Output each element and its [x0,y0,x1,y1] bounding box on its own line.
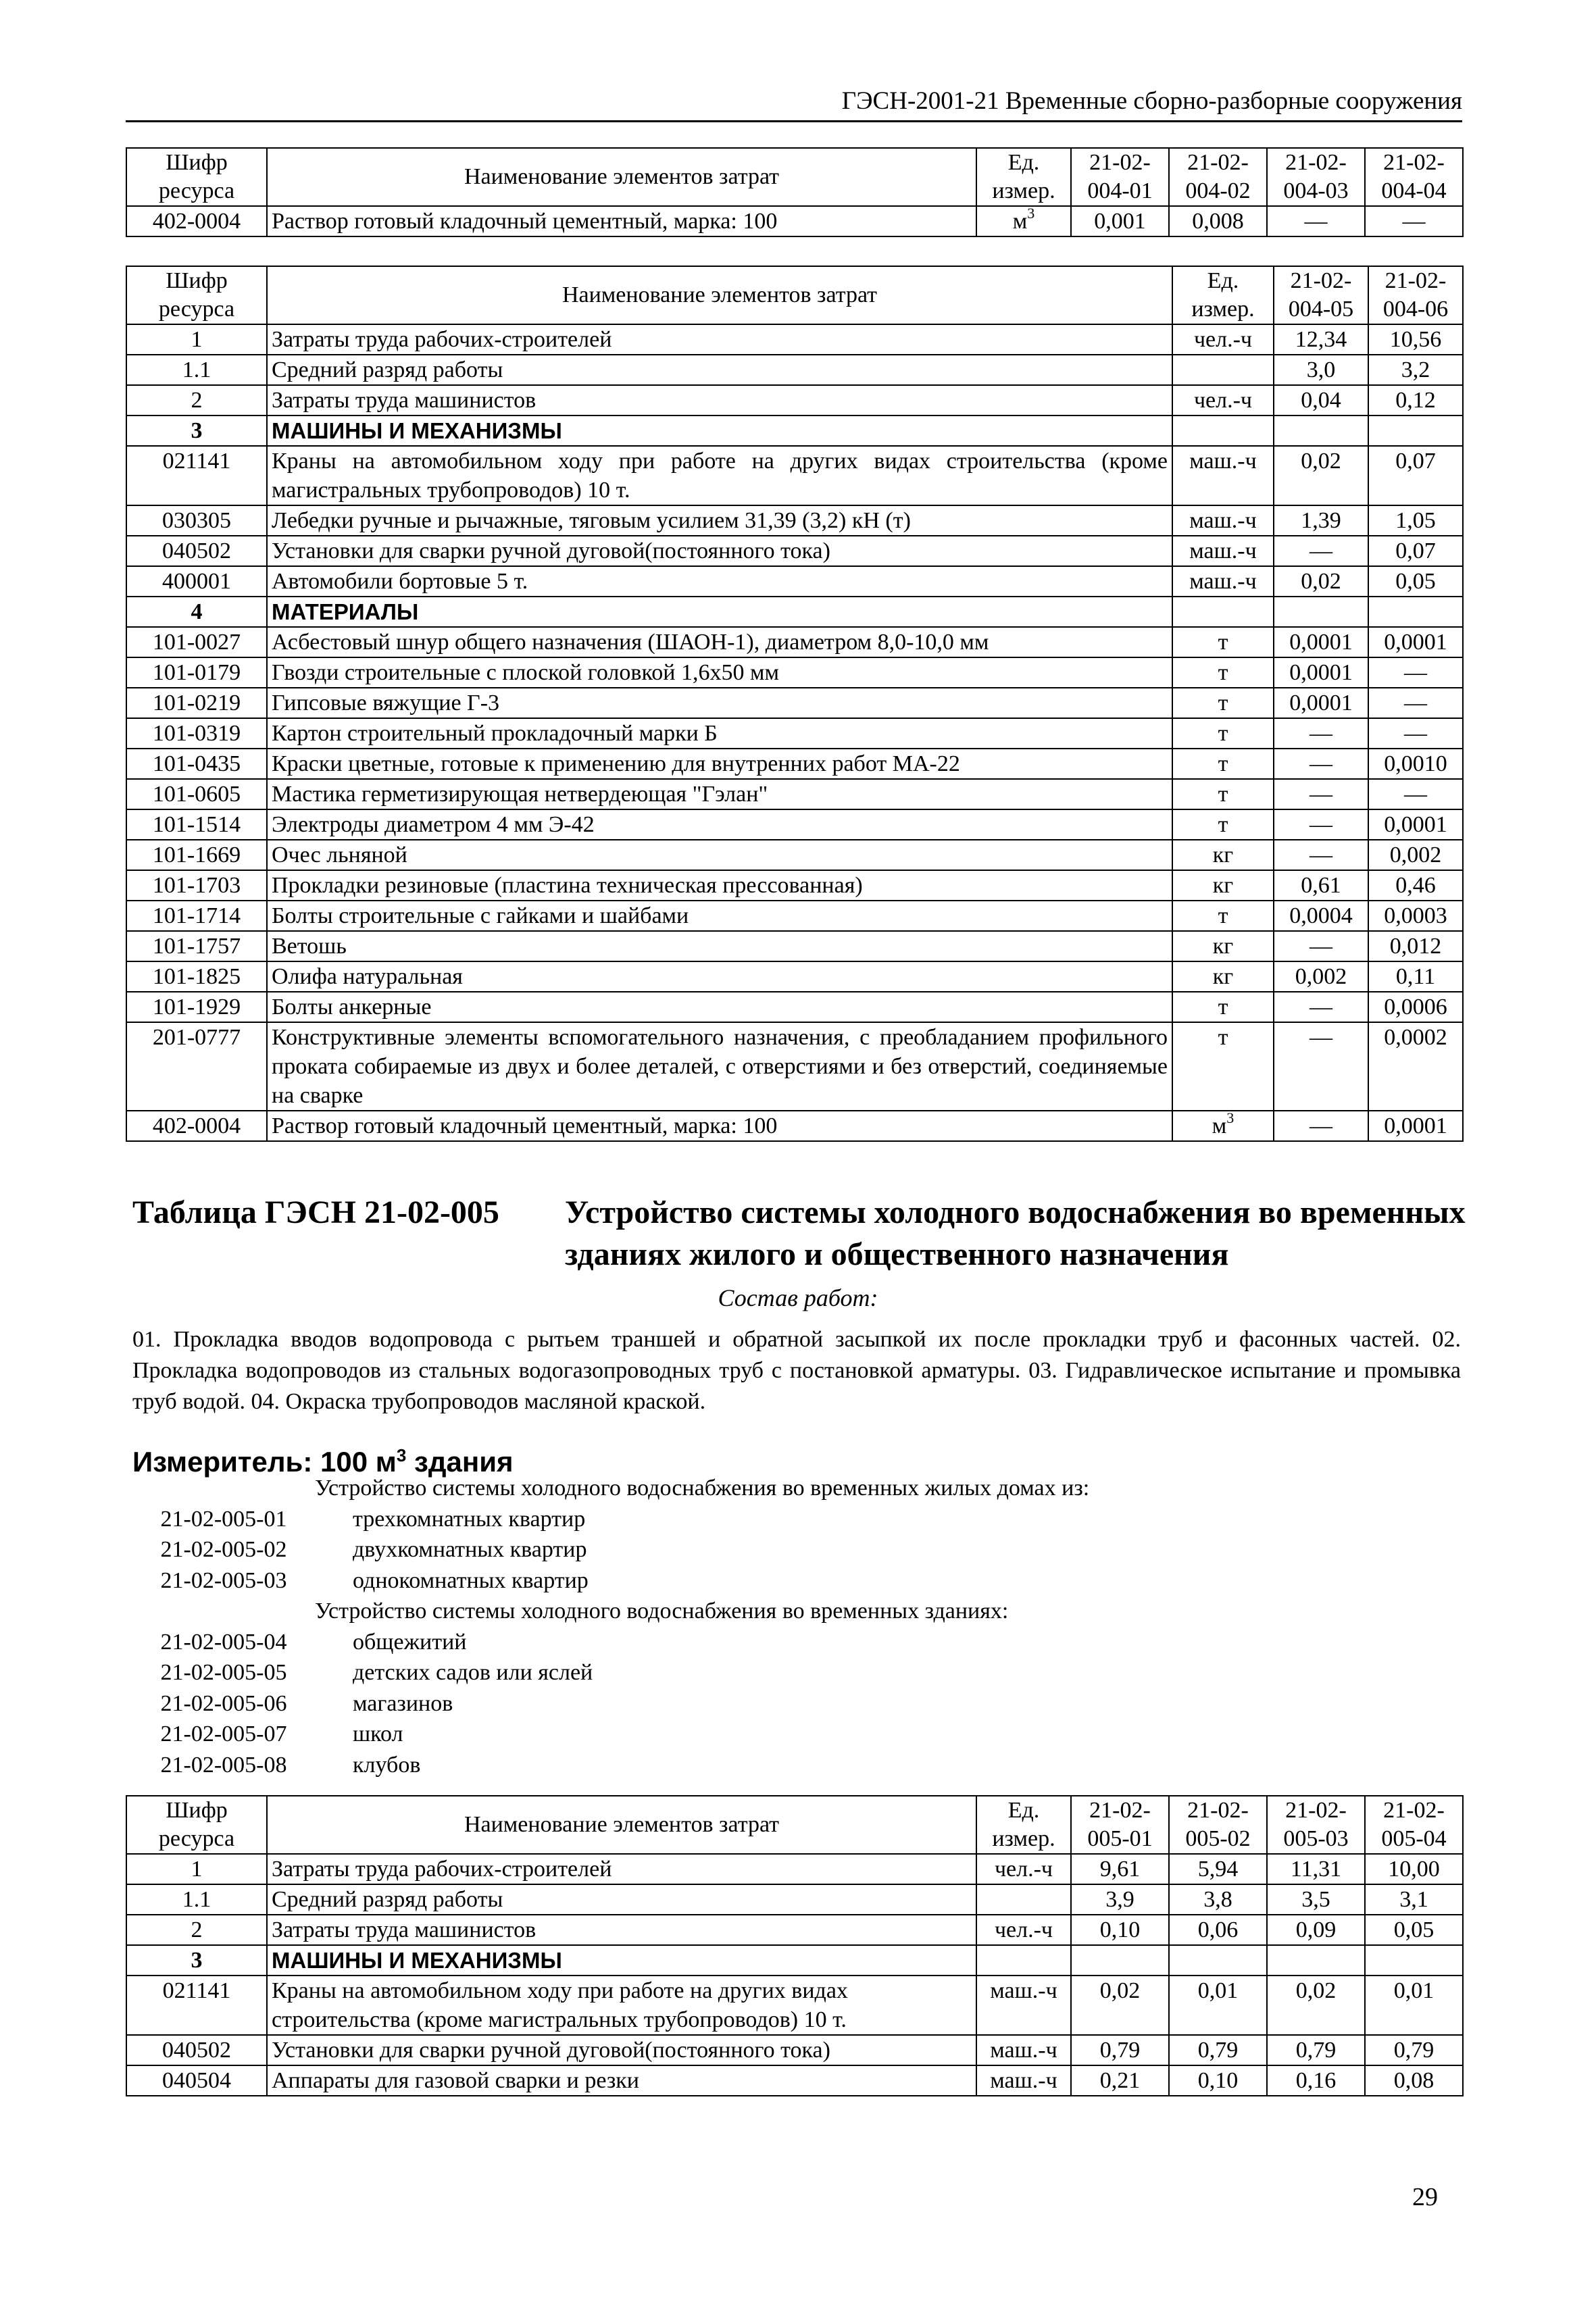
cell-name: Автомобили бортовые 5 т. [267,566,1172,597]
cell-value: 1,05 [1368,505,1463,536]
cell-value: 0,10 [1169,2065,1267,2096]
cell-name: Картон строительный прокладочный марки Б [267,718,1172,749]
cell-code: 040504 [126,2065,267,2096]
cell-value: 10,00 [1365,1854,1463,1884]
header-col-2: 21-02- 005-02 [1169,1796,1267,1854]
cell-value: 0,0006 [1368,992,1463,1022]
table-row [126,779,1463,809]
cell-value: — [1365,206,1463,236]
cell-value: 3,9 [1071,1884,1169,1915]
cell-value: — [1274,779,1368,809]
cell-name: Раствор готовый кладочный цементный, марка: 100 [267,206,976,236]
cell-value: 0,21 [1071,2065,1169,2096]
list-item [132,1534,1461,1565]
cell-value: 0,0001 [1368,1111,1463,1141]
cell-code: 400001 [126,566,267,597]
cell-code: 3 [126,416,267,446]
table-title-label: Таблица ГЭСН 21-02-005 [132,1194,499,1230]
items-header-2: Устройство системы холодного водоснабжения во временных зданиях: [315,1599,1009,1624]
cell-code: 3 [126,1945,267,1976]
cell-unit: т [1172,688,1274,718]
cell-name: Очес льняной [267,840,1172,870]
table-row [126,627,1463,657]
cell-value: — [1274,718,1368,749]
cell-value: — [1368,718,1463,749]
cell-value: 0,02 [1071,1976,1169,2035]
item-code: 21-02-005-07 [160,1721,287,1746]
cell-name: Мастика герметизирующая нетвердеющая "Гэлан" [267,779,1172,809]
cell-name: Аппараты для газовой сварки и резки [267,2065,976,2096]
list-item [132,1627,1461,1658]
cell-value: 10,56 [1368,324,1463,355]
cell-value: 0,07 [1368,446,1463,505]
table-row [126,961,1463,992]
cell-unit: т [1172,992,1274,1022]
cell-code: 101-0319 [126,718,267,749]
cell-name: Установки для сварки ручной дуговой(постоянного тока) [267,2035,976,2065]
cell-value: 0,0002 [1368,1022,1463,1111]
item-code: 21-02-005-03 [160,1567,287,1593]
table-row [126,1976,1463,2035]
table-row [126,355,1463,385]
cell-unit: кг [1172,840,1274,870]
items-header-1: Устройство системы холодного водоснабжения во временных жилых домах из: [315,1476,1090,1501]
cell-value [1267,1945,1365,1976]
cell-name: Асбестовый шнур общего назначения (ШАОН-1), диаметром 8,0-10,0 мм [267,627,1172,657]
cell-code: 040502 [126,2035,267,2065]
cell-value: 0,79 [1267,2035,1365,2065]
unit-sup: 3 [1226,1109,1235,1126]
cell-name: Болты анкерные [267,992,1172,1022]
cell-unit: кг [1172,931,1274,961]
cell-value: 0,16 [1267,2065,1365,2096]
cell-unit: маш.-ч [1172,505,1274,536]
table-row [126,1915,1463,1945]
meter-prefix: Измеритель: 100 м [132,1446,397,1478]
table-row [126,505,1463,536]
cell-value: 0,0010 [1368,749,1463,779]
resource-table-004-01-04 [126,147,1464,237]
cell-unit: т [1172,1022,1274,1111]
item-text: трехкомнатных квартир [353,1506,586,1532]
cell-unit: маш.-ч [976,2065,1071,2096]
cell-value: — [1274,840,1368,870]
header-col-1: 21-02- 004-05 [1274,266,1368,324]
cell-name: Средний разряд работы [267,355,1172,385]
cell-value [1274,597,1368,627]
cell-value: 0,79 [1071,2035,1169,2065]
resource-table-004-05-06 [126,266,1464,1142]
cell-value: 0,09 [1267,1915,1365,1945]
cell-value: — [1274,992,1368,1022]
table-body [126,324,1463,1141]
item-text: однокомнатных квартир [353,1567,589,1593]
cell-value: 11,31 [1267,1854,1365,1884]
cell-unit: маш.-ч [1172,446,1274,505]
cell-value: 3,5 [1267,1884,1365,1915]
work-composition-label: Состав работ: [718,1284,878,1311]
cell-value: 0,11 [1368,961,1463,992]
cell-unit: $м^3$ [1172,1111,1274,1141]
table-row [126,206,1463,236]
header-col-1: 21-02- 005-01 [1071,1796,1169,1854]
cell-name: Электроды диаметром 4 мм Э-42 [267,809,1172,840]
table-row [126,1854,1463,1884]
cell-unit: кг [1172,870,1274,901]
item-code: 21-02-005-02 [160,1537,287,1562]
cell-value: 0,01 [1169,1976,1267,2035]
cell-value [1274,416,1368,446]
item-text: клубов [353,1752,421,1778]
list-item [132,1750,1461,1781]
table-row [126,931,1463,961]
cell-value: — [1274,749,1368,779]
cell-name: Затраты труда рабочих-строителей [267,1854,976,1884]
cell-value: 0,08 [1365,2065,1463,2096]
header-code: Шифр ресурса [126,148,267,206]
cell-value: — [1274,1022,1368,1111]
cell-value: 0,07 [1368,536,1463,566]
cell-unit: $м^3$ [976,206,1071,236]
cell-name: Гипсовые вяжущие Г-3 [267,688,1172,718]
cell-value: 3,1 [1365,1884,1463,1915]
meter-sup: 3 [396,1445,407,1465]
running-head: ГЭСН-2001-21 Временные сборно-разборные сооружения [126,85,1462,122]
cell-value: 1,39 [1274,505,1368,536]
cell-code: 021141 [126,1976,267,2035]
cell-value: 0,61 [1274,870,1368,901]
cell-unit [1172,416,1274,446]
cell-name: Установки для сварки ручной дуговой(постоянного тока) [267,536,1172,566]
cell-code: 4 [126,597,267,627]
cell-value: 12,34 [1274,324,1368,355]
cell-name: Затраты труда машинистов [267,1915,976,1945]
table-title-text: Устройство системы холодного водоснабжения во временных зданиях жилого и общественного назначения [565,1194,1466,1272]
meter-suffix: здания [406,1446,514,1478]
cell-unit: т [1172,627,1274,657]
cell-unit: маш.-ч [976,1976,1071,2035]
table-row [126,2065,1463,2096]
cell-value: 0,0001 [1274,657,1368,688]
cell-unit: т [1172,718,1274,749]
cell-code: 2 [126,1915,267,1945]
cell-value: 3,8 [1169,1884,1267,1915]
cell-value: 0,02 [1267,1976,1365,2035]
cell-code: 1.1 [126,355,267,385]
table-header [126,266,1463,324]
cell-unit [1172,355,1274,385]
cell-value: 0,12 [1368,385,1463,416]
cell-value [1365,1945,1463,1976]
resource-table-005-01-04 [126,1795,1464,2096]
cell-code: 1.1 [126,1884,267,1915]
header-col-3: 21-02- 004-03 [1267,148,1365,206]
cell-unit [976,1945,1071,1976]
cell-name: Средний разряд работы [267,1884,976,1915]
header-unit: Ед. измер. [1172,266,1274,324]
cell-unit: кг [1172,961,1274,992]
cell-value: 0,02 [1274,566,1368,597]
cell-name: МАШИНЫ И МЕХАНИЗМЫ [267,1945,976,1976]
cell-value [1368,416,1463,446]
cell-unit: т [1172,809,1274,840]
section-row [126,597,1463,627]
header-unit: Ед. измер. [976,148,1071,206]
cell-name: Краны на автомобильном ходу при работе на других видах строительства (кроме магистральных трубопроводов) 10 т. [267,446,1172,505]
cell-name: Прокладки резиновые (пластина техническая прессованная) [267,870,1172,901]
header-row [126,266,1463,324]
table-row [126,870,1463,901]
header-col-2: 21-02- 004-02 [1169,148,1267,206]
cell-value: — [1368,657,1463,688]
list-item [132,1565,1461,1596]
item-text: магазинов [353,1690,453,1716]
header-row [126,1796,1463,1854]
header-code: Шифр ресурса [126,1796,267,1854]
header-col-1: 21-02- 004-01 [1071,148,1169,206]
header-name: Наименование элементов затрат [267,266,1172,324]
cell-name: Раствор готовый кладочный цементный, марка: 100 [267,1111,1172,1141]
table-row [126,657,1463,688]
cell-code: 101-1669 [126,840,267,870]
cell-name: Затраты труда машинистов [267,385,1172,416]
cell-value: 0,10 [1071,1915,1169,1945]
cell-name: Лебедки ручные и рычажные, тяговым усилием 31,39 (3,2) кН (т) [267,505,1172,536]
cell-unit: маш.-ч [1172,536,1274,566]
cell-value: — [1368,688,1463,718]
header-code: Шифр ресурса [126,266,267,324]
items-group-1 [132,1504,1461,1596]
cell-code: 201-0777 [126,1022,267,1111]
table-body [126,1854,1463,2096]
cell-value: 9,61 [1071,1854,1169,1884]
item-text: детских садов или яслей [353,1660,593,1685]
cell-code: 402-0004 [126,1111,267,1141]
table-body [126,206,1463,236]
table-row [126,566,1463,597]
cell-value: 0,002 [1368,840,1463,870]
header-col-4: 21-02- 004-04 [1365,148,1463,206]
cell-value: — [1368,779,1463,809]
cell-value: 3,0 [1274,355,1368,385]
cell-name: Краны на автомобильном ходу при работе на других видах строительства (кроме магистральных трубопроводов) 10 т. [267,1976,976,2035]
table-row [126,324,1463,355]
cell-value: 0,46 [1368,870,1463,901]
cell-unit: маш.-ч [1172,566,1274,597]
header-name: Наименование элементов затрат [267,1796,976,1854]
cell-value: 0,0004 [1274,901,1368,931]
cell-code: 101-1703 [126,870,267,901]
cell-value: — [1274,1111,1368,1141]
cell-unit [976,1884,1071,1915]
cell-value [1169,1945,1267,1976]
item-text: двухкомнатных квартир [353,1537,587,1562]
cell-value: 5,94 [1169,1854,1267,1884]
table-row [126,1111,1463,1141]
cell-value: 0,05 [1368,566,1463,597]
cell-code: 101-1825 [126,961,267,992]
cell-name: Ветошь [267,931,1172,961]
cell-value: 0,0001 [1274,627,1368,657]
cell-name: МАШИНЫ И МЕХАНИЗМЫ [267,416,1172,446]
cell-value: 0,06 [1169,1915,1267,1945]
cell-unit: т [1172,657,1274,688]
cell-code: 101-0435 [126,749,267,779]
cell-name: Гвозди строительные с плоской головкой 1,6x50 мм [267,657,1172,688]
cell-name: Болты строительные с гайками и шайбами [267,901,1172,931]
table-header [126,148,1463,206]
cell-value [1071,1945,1169,1976]
cell-value: — [1267,206,1365,236]
table-row [126,809,1463,840]
header-col-4: 21-02- 005-04 [1365,1796,1463,1854]
table-row [126,446,1463,505]
cell-code: 040502 [126,536,267,566]
cell-value: 0,0001 [1368,809,1463,840]
cell-code: 101-0219 [126,688,267,718]
item-code: 21-02-005-01 [160,1506,287,1532]
list-item [132,1504,1461,1535]
cell-name: Конструктивные элементы вспомогательного назначения, с преобладанием профильного проката собираемые из двух и более деталей, с отверстиями и без отверстий, соединяемые на сварке [267,1022,1172,1111]
header-col-3: 21-02- 005-03 [1267,1796,1365,1854]
cell-value: — [1274,536,1368,566]
table-row [126,992,1463,1022]
cell-unit: т [1172,749,1274,779]
item-text: школ [353,1721,403,1746]
cell-value: 0,008 [1169,206,1267,236]
cell-value: 3,2 [1368,355,1463,385]
cell-code: 101-0027 [126,627,267,657]
work-composition-text: 01. Прокладка вводов водопровода с рытьем траншей и обратной засыпкой их после прокладки труб и фасонных частей. 02. Прокладка водопроводов из стальных водогазопроводных труб с постановкой арматуры. 03. Гидравлическое испытание и промывка труб водой. 04. Окраска трубопроводов масляной краской. [132,1327,1461,1414]
list-item [132,1657,1461,1688]
cell-code: 101-1514 [126,809,267,840]
table-row [126,718,1463,749]
table-row [126,688,1463,718]
cell-name: Олифа натуральная [267,961,1172,992]
cell-name: МАТЕРИАЛЫ [267,597,1172,627]
cell-value: 0,79 [1365,2035,1463,2065]
norm-items-list [132,1473,1461,1780]
cell-value: 0,04 [1274,385,1368,416]
cell-value: 0,001 [1071,206,1169,236]
items-group-2 [132,1627,1461,1781]
cell-unit: т [1172,901,1274,931]
cell-code: 030305 [126,505,267,536]
page-number: 29 [1412,2183,1438,2211]
cell-value [1368,597,1463,627]
cell-code: 021141 [126,446,267,505]
table-row [126,901,1463,931]
list-item [132,1688,1461,1719]
cell-value: 0,0001 [1368,627,1463,657]
cell-value: 0,0001 [1274,688,1368,718]
cell-code: 101-0605 [126,779,267,809]
cell-value: — [1274,809,1368,840]
item-code: 21-02-005-08 [160,1752,287,1778]
cell-unit: маш.-ч [976,2035,1071,2065]
cell-value: 0,0003 [1368,901,1463,931]
header-name: Наименование элементов затрат [267,148,976,206]
cell-unit: чел.-ч [1172,385,1274,416]
table-row [126,385,1463,416]
table-row [126,840,1463,870]
table-row [126,536,1463,566]
list-item [132,1719,1461,1750]
cell-value: 0,012 [1368,931,1463,961]
cell-code: 101-1757 [126,931,267,961]
cell-name: Краски цветные, готовые к применению для внутренних работ МА-22 [267,749,1172,779]
header-unit: Ед. измер. [976,1796,1071,1854]
cell-unit [1172,597,1274,627]
cell-unit: чел.-ч [1172,324,1274,355]
unit-sup: 3 [1027,205,1035,222]
item-code: 21-02-005-05 [160,1660,287,1685]
table-row [126,2035,1463,2065]
cell-value: 0,79 [1169,2035,1267,2065]
cell-value: — [1274,931,1368,961]
cell-code: 101-1714 [126,901,267,931]
item-code: 21-02-005-06 [160,1690,287,1716]
item-code: 21-02-005-04 [160,1629,287,1655]
cell-unit: т [1172,779,1274,809]
cell-value: 0,01 [1365,1976,1463,2035]
cell-code: 101-0179 [126,657,267,688]
cell-unit: чел.-ч [976,1854,1071,1884]
section-row [126,416,1463,446]
cell-code: 101-1929 [126,992,267,1022]
cell-value: 0,05 [1365,1915,1463,1945]
cell-code: 1 [126,324,267,355]
cell-name: Затраты труда рабочих-строителей [267,324,1172,355]
cell-code: 2 [126,385,267,416]
section-row [126,1945,1463,1976]
header-row [126,148,1463,206]
table-row [126,1884,1463,1915]
table-row [126,1022,1463,1111]
cell-code: 1 [126,1854,267,1884]
item-text: общежитий [353,1629,467,1655]
header-col-2: 21-02- 004-06 [1368,266,1463,324]
cell-value: 0,002 [1274,961,1368,992]
cell-unit: чел.-ч [976,1915,1071,1945]
cell-value: 0,02 [1274,446,1368,505]
cell-code: 402-0004 [126,206,267,236]
table-header [126,1796,1463,1854]
table-row [126,749,1463,779]
